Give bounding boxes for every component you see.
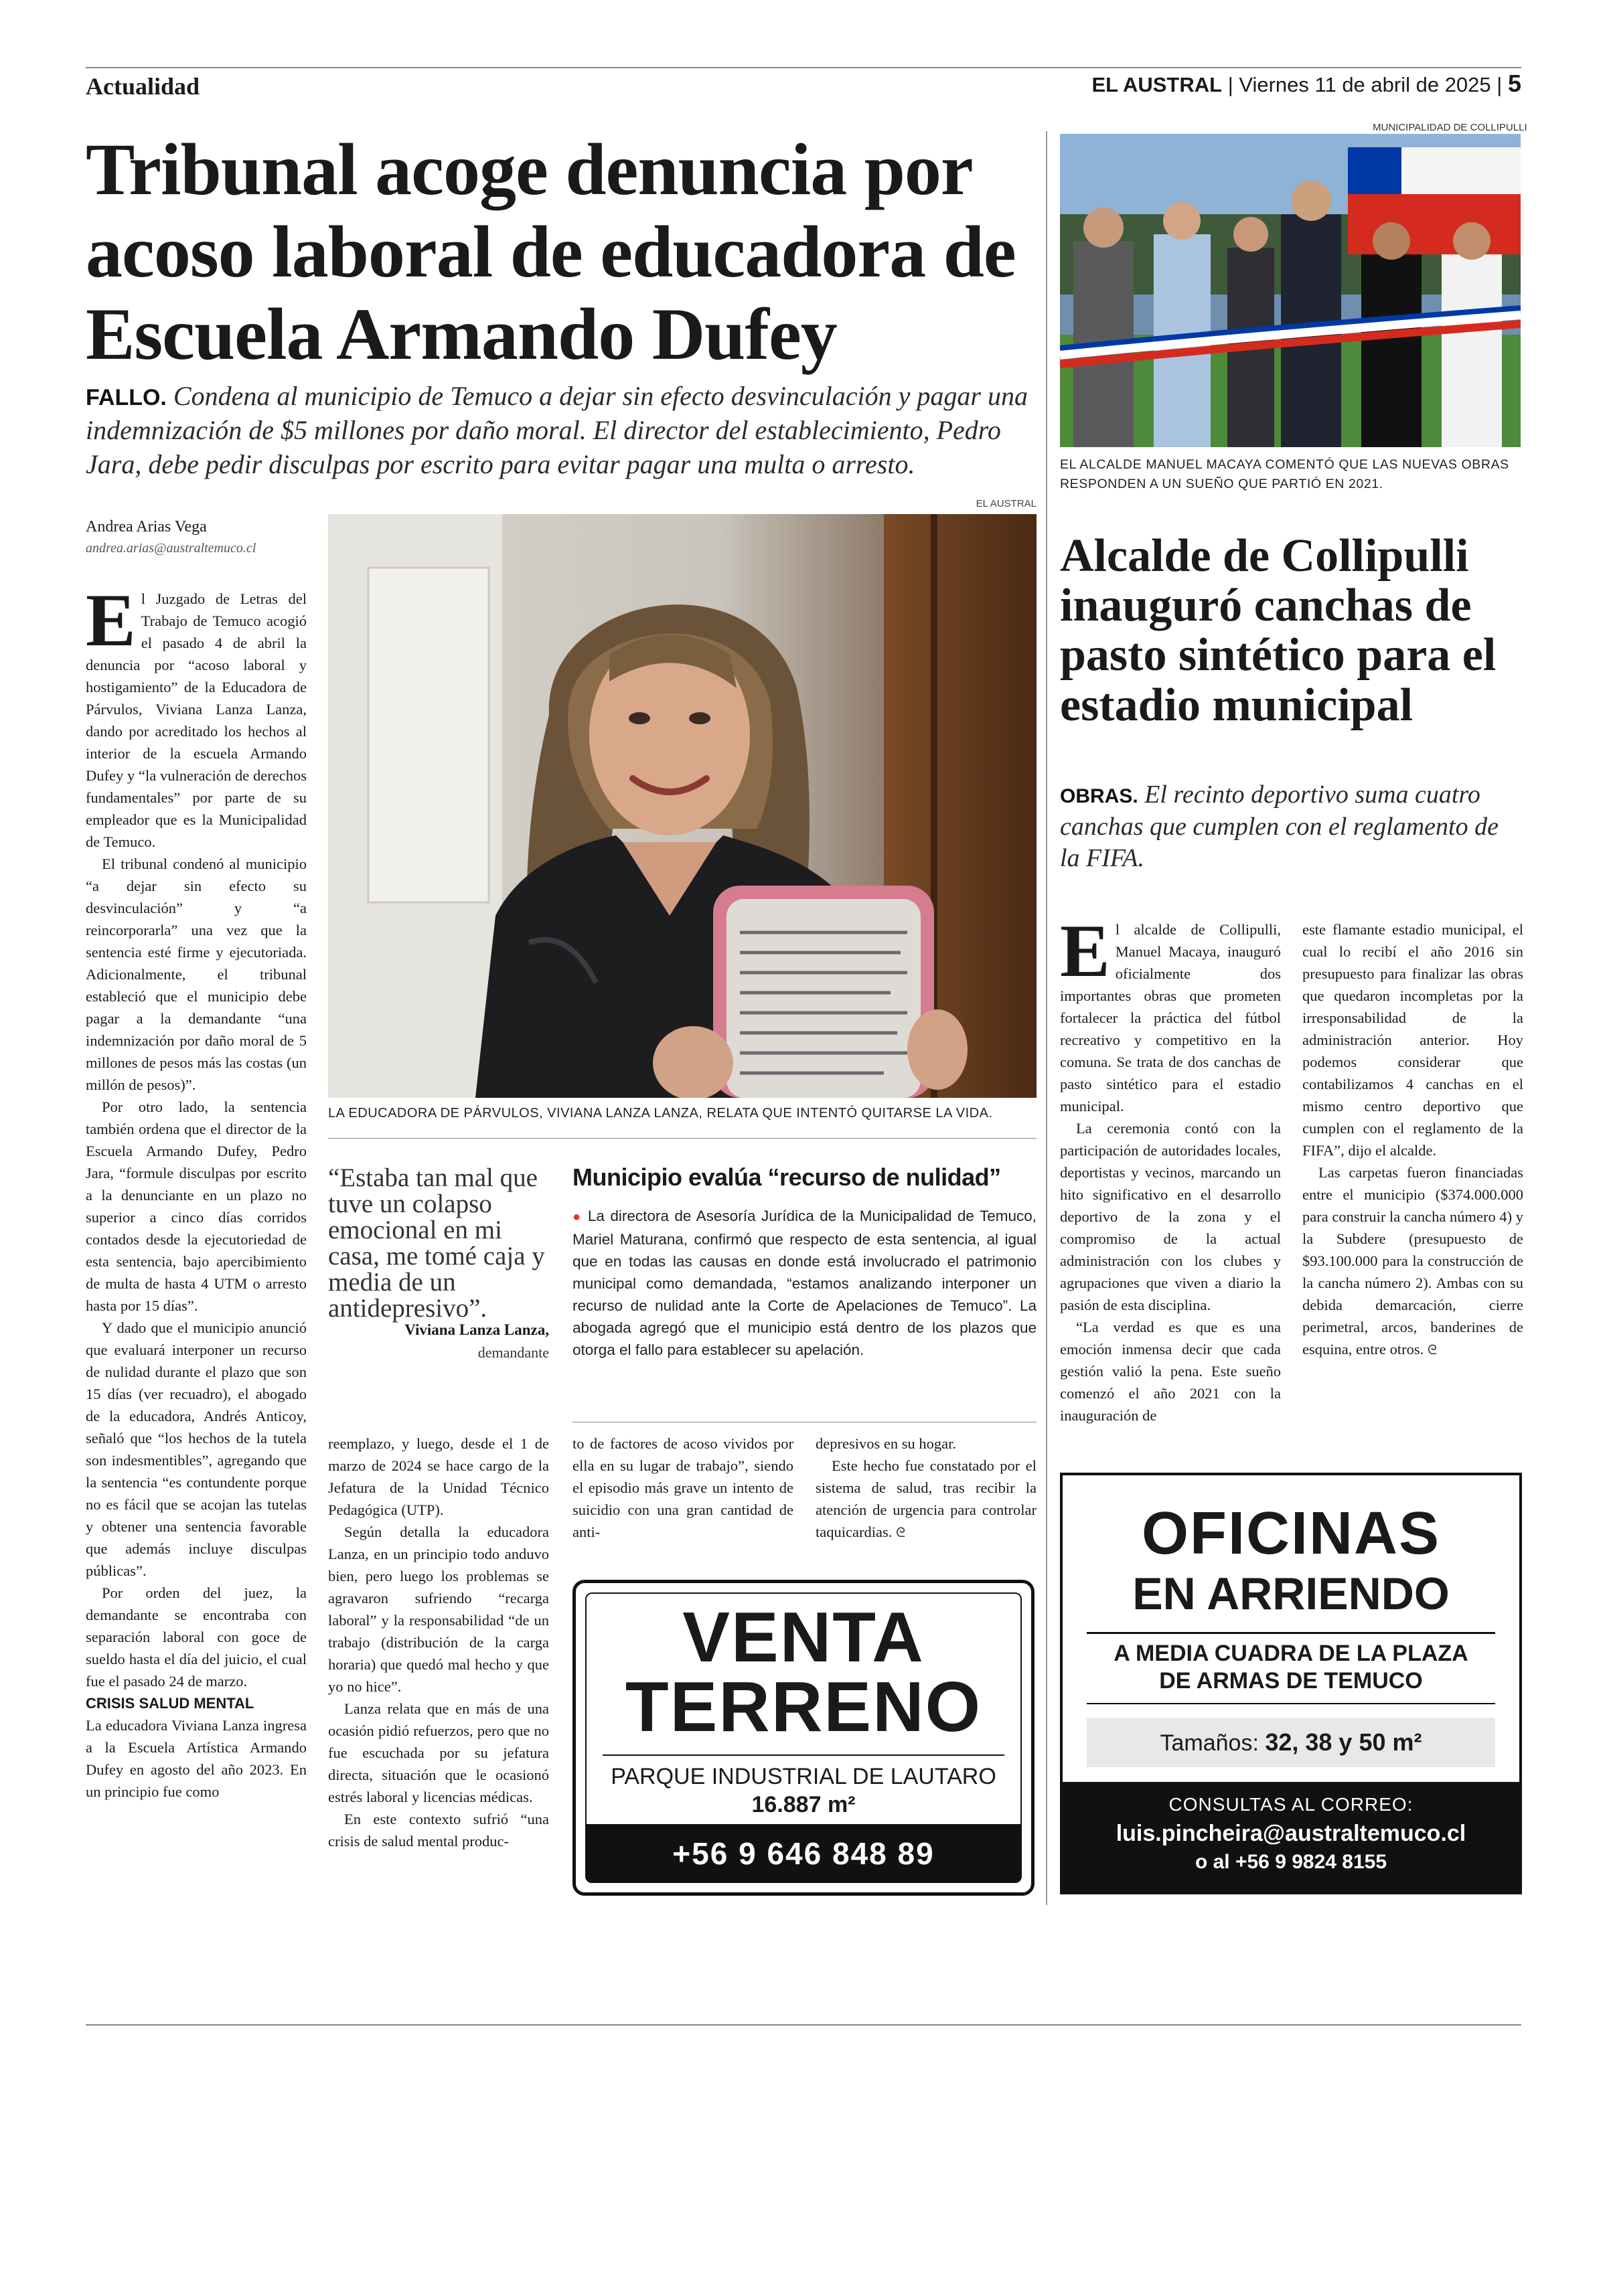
deck-kicker: FALLO. (86, 385, 167, 410)
ad2-contact-label: CONSULTAS AL CORREO: (1168, 1794, 1413, 1815)
box-title: Municipio evalúa “recurso de nulidad” (572, 1163, 1001, 1191)
photo-credit: EL AUSTRAL (976, 498, 1037, 509)
paragraph: El alcalde de Collipulli, Manuel Macaya, inauguró oficialmente dos importantes obras que prometen fortalecer la práctica del fútbol recreativo y competitivo en la comuna. Se trata de dos canchas de pasto sintético para el estadio municipal. (1060, 910, 1281, 1115)
photo2-caption: EL ALCALDE MANUEL MACAYA COMENTÓ QUE LAS NUEVAS OBRAS RESPONDEN A UN SUEÑO QUE PARTIÓ EN 2021. (1060, 457, 1509, 492)
ad-divider (603, 1754, 1004, 1756)
end-mark-icon: ᘓ (1427, 1343, 1437, 1358)
bullet-icon: ● (572, 1210, 583, 1224)
main-headline: Tribunal acoge denuncia por acoso laboral de educadora de Escuela Armando Dufey (86, 129, 1016, 376)
deck-text: Condena al municipio de Temuco a dejar sin efecto desvinculación y pagar una indemnización de $5 millones por daño moral. El director del establecimiento, Pedro Jara, debe pedir disculpas por escrito para evitar pagar una multa o arresto. (86, 381, 1028, 480)
top-rule (86, 67, 1521, 68)
inauguration-photo-illustration (1060, 134, 1521, 447)
ad2-subtitle: EN ARRIENDO (1132, 1568, 1450, 1619)
byline-author: Andrea Arias Vega (86, 518, 207, 536)
pull-quote: “Estaba tan mal que tuve un colapso emocional en mi casa, me tomé caja y media de un antidepresivo”. (328, 1163, 545, 1323)
ad2-divider (1087, 1703, 1495, 1704)
second-headline: Alcalde de Collipulli inauguró canchas de pasto sintético para el estadio municipal (1060, 530, 1497, 731)
ad-location: PARQUE INDUSTRIAL DE LAUTARO (611, 1764, 996, 1789)
page-number: 5 (1507, 70, 1521, 97)
main-deck (86, 379, 1037, 482)
box-text: ● La directora de Asesoría Jurídica de la Municipalidad de Temuco, Mariel Maturana, confirmó que respecto de esta sentencia, al igual que en todas las causas en donde está involucrado el patrimonio municipal como demandada, “estamos analizando interponer un recurso de nulidad ante la Corte de Apelaciones de Temuco”. La abogada agregó que el municipio está dentro de los plazos que otorga el fallo para establecer su apelación. (572, 1208, 1037, 1358)
paragraph: El Juzgado de Letras del Trabajo de Temuco acogió el pasado 4 de abril la denuncia por “acoso laboral y hostigamiento” de la Educadora de Párvulos, Viviana Lanza Lanza, dando por acreditado los hechos al interior de la escuela Armando Dufey y “la vulneración de derechos fundamentales” por parte de su empleador que es la Municipalidad de Temuco. (86, 579, 307, 850)
deck2-text: El recinto deportivo suma cuatro canchas que cumplen con el reglamento de la FIFA. (1060, 781, 1499, 872)
byline-email[interactable]: andrea.arias@australtemuco.cl (86, 541, 256, 556)
ad-phone[interactable]: +56 9 646 848 89 (585, 1824, 1022, 1883)
ad2-phone[interactable]: o al +56 9 9824 8155 (1195, 1851, 1387, 1873)
bottom-rule (86, 2024, 1521, 2026)
photo1-bottom-rule (328, 1138, 1037, 1139)
main-column-1 (86, 579, 307, 1803)
paragraph: El tribunal condenó al municipio “a dejar sin efecto su desvinculación” y “a reincorporarla” una vez que la sentencia esté firme y ejecutoriada. Adicionalmente, el tribunal estableció que el municipio debe pagar a la demandante “una indemnización por daño moral de 5 millones de pesos más las costas (un millón de pesos)”. (86, 855, 307, 1093)
paragraph: Por orden del juez, la demandante se encontraba con separación laboral con goce de sueldo hasta el día del juicio, el cual fue el pasado 24 de marzo. (86, 1584, 307, 1690)
second-column-1 (1060, 910, 1281, 1426)
ad2-contact (1063, 1782, 1519, 1892)
photo2-credit: MUNICIPALIDAD DE COLLIPULLI (1373, 122, 1527, 133)
main-column-2 (328, 1432, 549, 1852)
paragraph: La ceremonia contó con la participación de autoridades locales, deportistas y vecinos, marcando un hito significativo en el desarrollo deportivo de la zona y el compromiso de la actual administración con los clubes y agrupaciones que viven a diario la pasión de esta disciplina. (1060, 1120, 1281, 1313)
ad-venta-terreno[interactable] (572, 1580, 1035, 1896)
paragraph: Y dado que el municipio anunció que evaluará interponer un recurso de nulidad durante el plazo que son 15 días (ver recuadro), el abogado de la educadora, Andrés Anticoy, señaló que “los hechos de la tutela son indesmentibles”, agregando que la sentencia “es contundente porque no es fácil que se acojan las tutelas y obtener una sentencia favorable que además incluye disculpas públicas”. (86, 1319, 307, 1579)
quote-author: Viviana Lanza Lanza, (404, 1321, 549, 1338)
paragraph: Este hecho fue constatado por el sistema de salud, tras recibir la atención de urgencia para controlar taquicardias. ᘓ (816, 1457, 1037, 1540)
dropcap: E (86, 579, 136, 662)
deck2-kicker: OBRAS. (1060, 785, 1138, 807)
ad2-divider (1087, 1632, 1495, 1634)
subhead-crisis: CRISIS SALUD MENTAL (86, 1695, 254, 1712)
paragraph: “La verdad es que es una emoción inmensa decir que cada gestión valió la pena. Este sueño comenzó el año 2021 con la inauguración de (1060, 1319, 1281, 1424)
masthead: EL AUSTRAL | Viernes 11 de abril de 2025 | 5 (1091, 70, 1521, 97)
paragraph: reemplazo, y luego, desde el 1 de marzo de 2024 se hace cargo de la Jefatura de la Unidad Técnico Pedagógica (UTP). (328, 1435, 549, 1518)
issue-date: Viernes 11 de abril de 2025 (1239, 73, 1491, 96)
paragraph: En este contexto sufrió “una crisis de salud mental produc- (328, 1811, 549, 1850)
paragraph: La educadora Viviana Lanza ingresa a la Escuela Artística Armando Dufey en agosto del año 2023. En un principio fue como (86, 1717, 307, 1800)
end-mark-icon: ᘓ (895, 1526, 906, 1540)
quote-role: demandante (477, 1344, 549, 1361)
second-deck (1060, 779, 1522, 875)
educator-photo-illustration (328, 514, 1037, 1098)
paragraph: Las carpetas fueron financiadas entre el municipio ($374.000.000 para construir la cancha número 4) y la Subdere (presupuesto de $93.100.000 para la construcción de la cancha número 2). Ambas con su debida demarcación, cierre perimetral, arcos, banderines de esquina, entre otros. ᘓ (1302, 1164, 1523, 1358)
main-column-3 (572, 1432, 793, 1543)
ad2-location: A MEDIA CUADRA DE LA PLAZA DE ARMAS DE TEMUCO (1114, 1641, 1468, 1694)
paragraph: depresivos en su hogar. (816, 1435, 956, 1452)
ad2-email[interactable]: luis.pincheira@australtemuco.cl (1116, 1821, 1466, 1846)
inauguration-photo (1060, 134, 1521, 447)
main-column-4 (816, 1432, 1037, 1544)
section-label: Actualidad (86, 73, 200, 100)
column-divider (1046, 131, 1047, 1905)
ad2-title: OFICINAS (1141, 1500, 1440, 1567)
paragraph: Lanza relata que en más de una ocasión pidió refuerzos, pero que no fue escuchada por su jefatura directa, situación que le ocasionó estrés laboral y licencias médicas. (328, 1700, 549, 1805)
photo-caption: LA EDUCADORA DE PÁRVULOS, VIVIANA LANZA LANZA, RELATA QUE INTENTÓ QUITARSE LA VIDA. (328, 1106, 993, 1121)
paragraph: Por otro lado, la sentencia también ordena que el director de la Escuela Armando Dufey, Pedro Jara, “formule disculpas por escrito a la denunciante en un plazo no superior a cinco días corridos contados desde la ejecutoriedad de esta sentencia, bajo apercibimiento de multa de hasta 4 UTM o arresto hasta por 15 días”. (86, 1098, 307, 1314)
second-column-2 (1302, 918, 1523, 1362)
paragraph: to de factores de acoso vividos por ella en su lugar de trabajo”, siendo el episodio más grave un intento de suicidio con una gran cantidad de anti- (572, 1435, 793, 1540)
dropcap: E (1060, 910, 1110, 993)
paragraph: este flamante estadio municipal, el cual lo recibí el año 2016 sin presupuesto para finalizar las obras que quedaron incompletas por la irresponsabilidad de la administración anterior. Hoy podemos considerar que contabilizamos 4 canchas en el mismo centro deportivo que cumplen con el reglamento de la FIFA”, dijo el alcalde. (1302, 921, 1523, 1159)
ad-title: VENTA TERRENO (625, 1598, 982, 1746)
educator-photo (328, 514, 1037, 1098)
ad-oficinas-arriendo[interactable] (1060, 1473, 1522, 1894)
paragraph: Según detalla la educadora Lanza, en un principio todo anduvo bien, pero luego los problemas se agravaron sufriendo “recarga laboral” y la responsabilidad “de un trabajo (distribución de la carga horaria) que quedó mal hecho y que yo no hice”. (328, 1524, 549, 1695)
newspaper-name: EL AUSTRAL (1091, 73, 1223, 96)
ad2-sizes: Tamaños: 32, 38 y 50 m² (1087, 1718, 1495, 1767)
ad-size: 16.887 m² (751, 1792, 856, 1817)
